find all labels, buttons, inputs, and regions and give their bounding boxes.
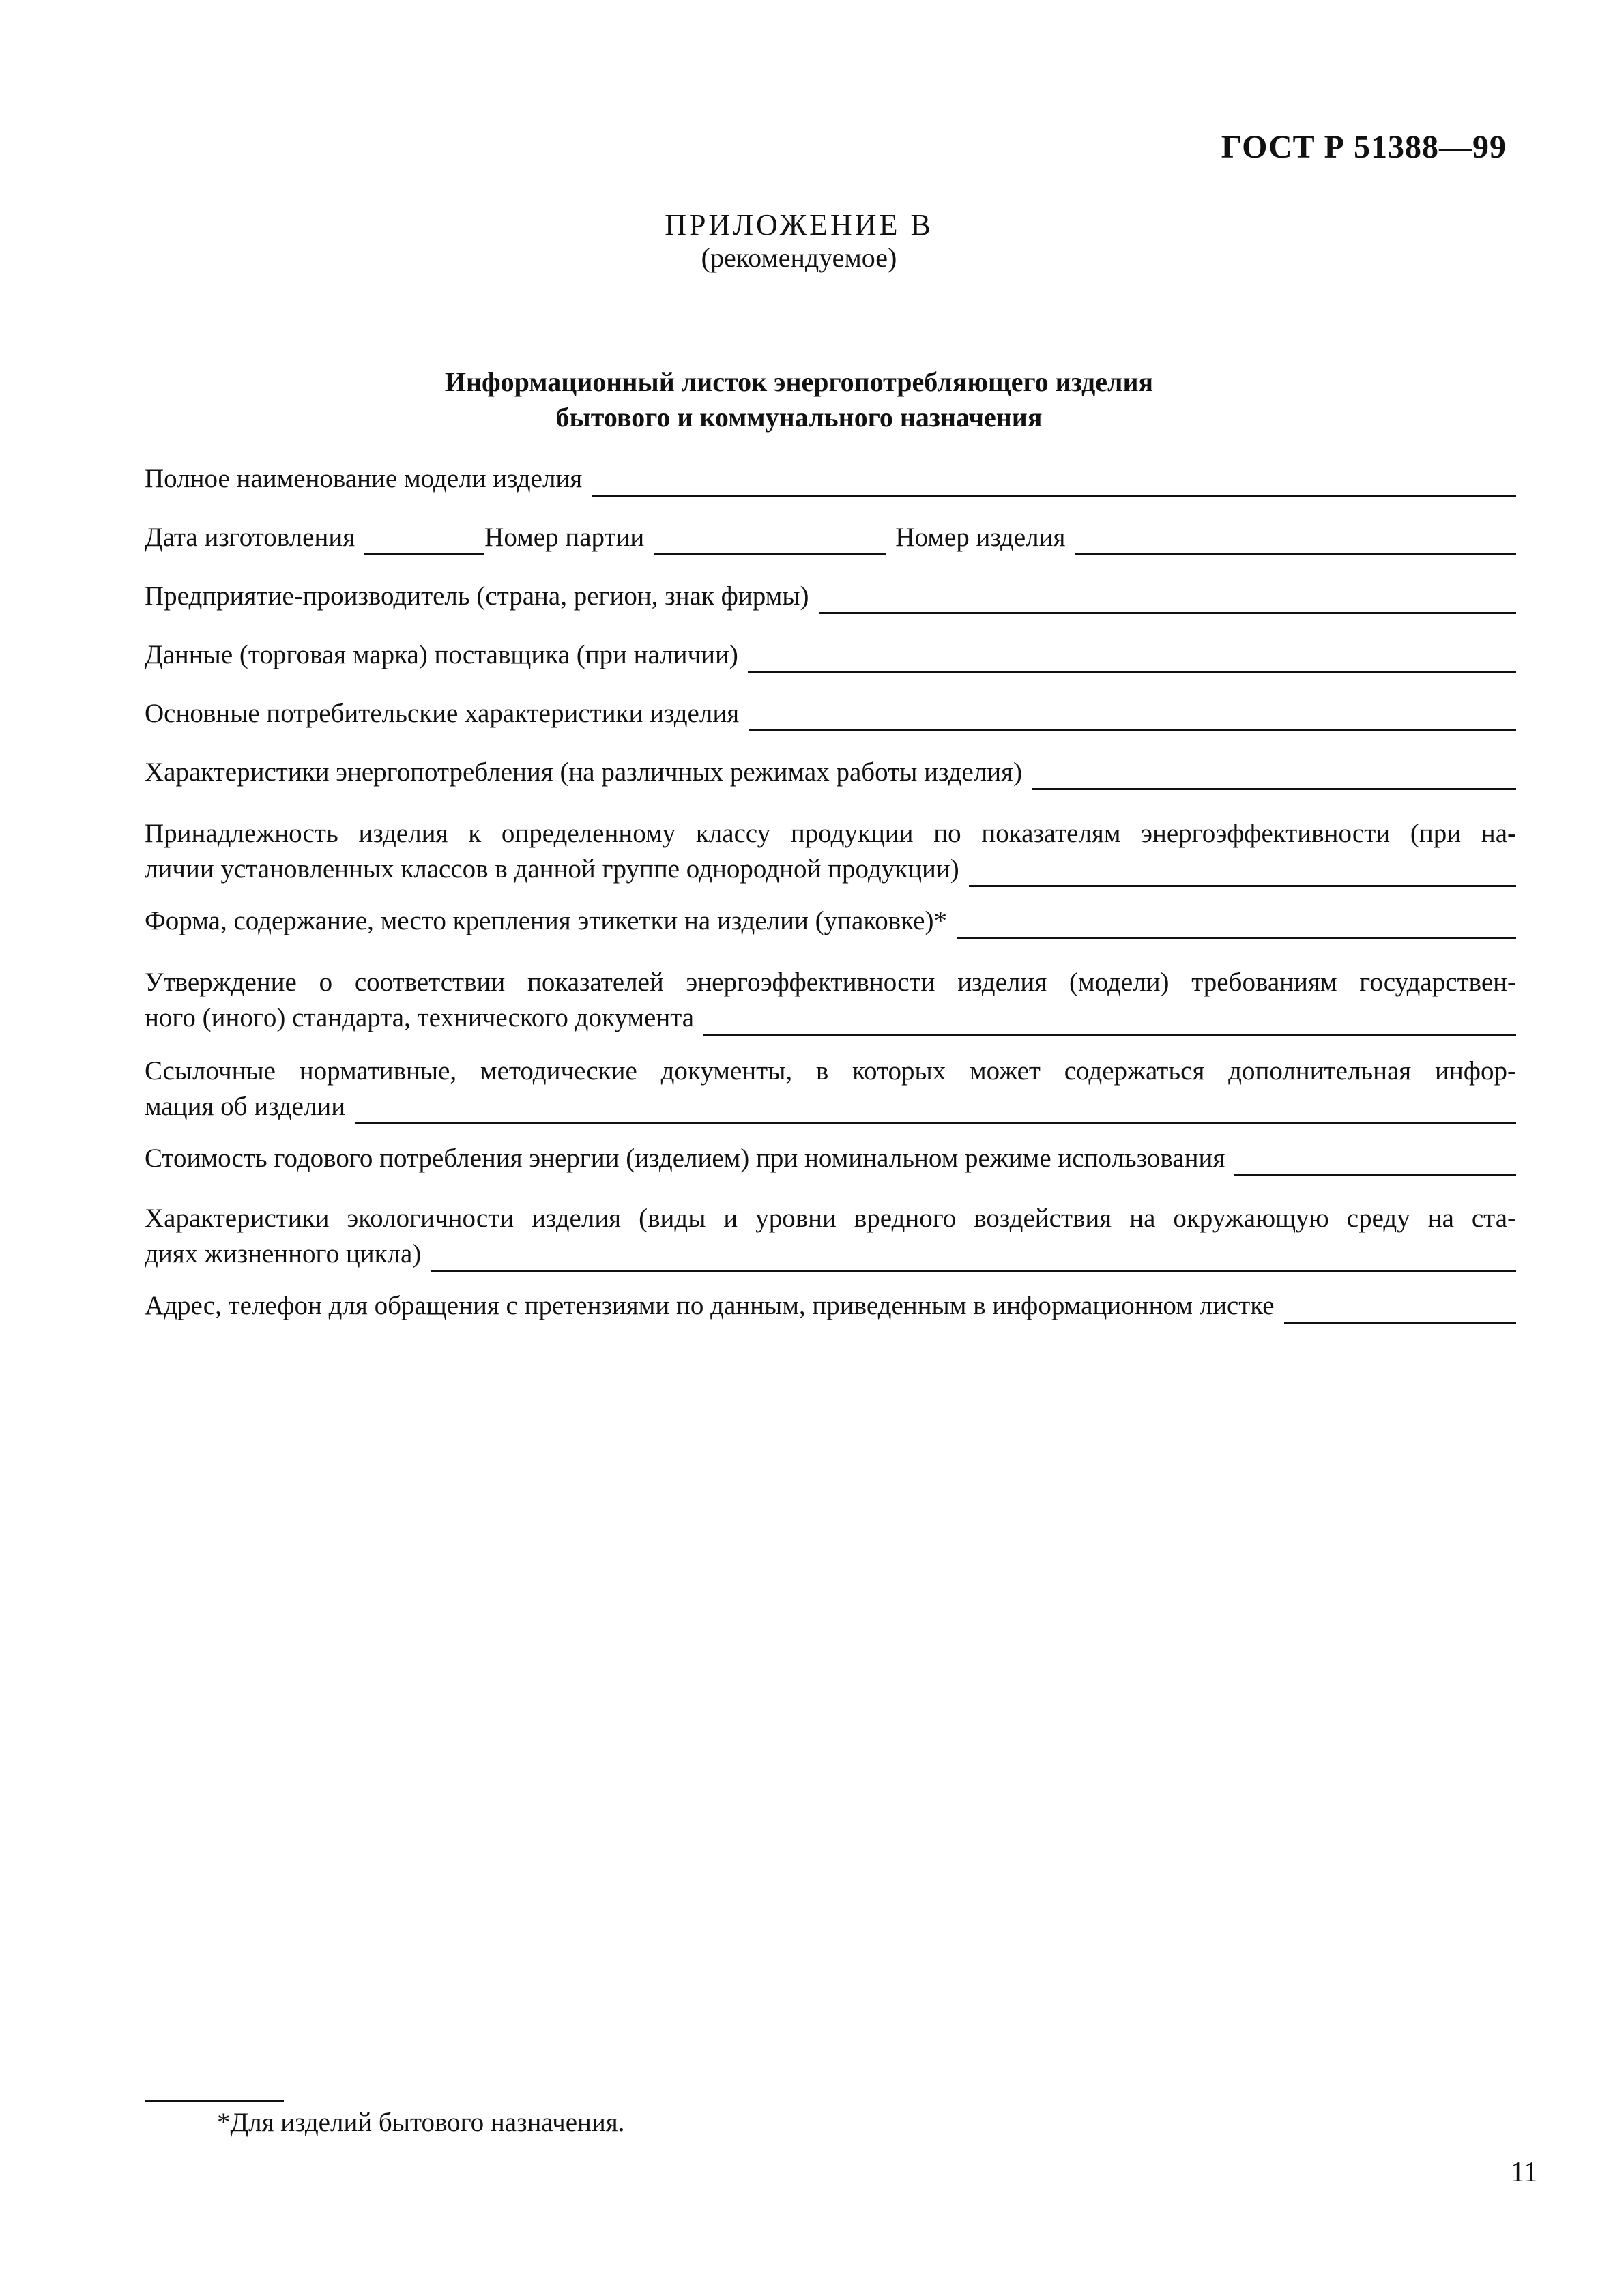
- field-references: [145, 1053, 1516, 1124]
- fill-in-blank[interactable]: [703, 1006, 1516, 1036]
- field-label: Характеристики энергопотребления (на различных режимах работы изделия): [145, 757, 1023, 787]
- footnote-divider: [145, 2100, 284, 2102]
- batch-number-blank[interactable]: [654, 526, 886, 555]
- field-label-line-1: Утверждение о соответствии показателей энергоэффективности изделия (модели) требованиям государствен-: [145, 968, 1516, 997]
- fill-in-blank[interactable]: [1032, 761, 1516, 790]
- field-label-line-2: мация об изделии: [145, 1092, 346, 1121]
- field-label-form: [145, 903, 1516, 939]
- field-model-name: [145, 461, 1516, 497]
- field-label: Предприятие-производитель (страна, регион, знак фирмы): [145, 581, 809, 611]
- fill-in-blank[interactable]: [431, 1243, 1516, 1272]
- field-annual-cost: [145, 1141, 1516, 1176]
- fill-in-blank[interactable]: [749, 702, 1516, 731]
- field-label: Основные потребительские характеристики изделия: [145, 699, 740, 728]
- field-manufacturer: [145, 579, 1516, 614]
- field-label-line-2: диях жизненного цикла): [145, 1239, 422, 1268]
- field-ecology: [145, 1201, 1516, 1272]
- fill-in-blank[interactable]: [819, 585, 1517, 614]
- field-energy-characteristics: [145, 755, 1516, 790]
- fill-in-blank[interactable]: [355, 1095, 1516, 1124]
- fill-in-blank[interactable]: [957, 910, 1516, 939]
- field-label: Адрес, телефон для обращения с претензиями по данным, приведенным в информационном листке: [145, 1291, 1275, 1320]
- field-label-line-1: Ссылочные нормативные, методические документы, в которых может содержаться дополнительная инфор-: [145, 1056, 1516, 1086]
- field-label: Форма, содержание, место крепления этикетки на изделии (упаковке)*: [145, 906, 947, 935]
- footnote: *Для изделий бытового назначения.: [217, 2108, 625, 2137]
- fill-in-blank[interactable]: [592, 467, 1516, 497]
- fill-in-blank[interactable]: [969, 858, 1516, 887]
- field-date-batch-item: [145, 520, 1516, 555]
- field-label-line-2: личии установленных классов в данной группе однородной продукции): [145, 854, 959, 884]
- field-label-manufacture-date: Дата изготовления: [145, 523, 355, 552]
- field-compliance: [145, 965, 1516, 1036]
- fill-in-blank[interactable]: [1234, 1147, 1516, 1176]
- standard-code: ГОСТ Р 51388—99: [1221, 129, 1507, 165]
- appendix-subtitle: (рекомендуемое): [701, 242, 897, 273]
- field-supplier: [145, 637, 1516, 673]
- page-number: 11: [1510, 2157, 1538, 2188]
- field-label-batch-number: Номер партии: [484, 523, 645, 552]
- field-label: Стоимость годового потребления энергии (изделием) при номинальном режиме использования: [145, 1144, 1225, 1173]
- field-label: Полное наименование модели изделия: [145, 464, 583, 493]
- field-main-characteristics: [145, 696, 1516, 731]
- fill-in-blank[interactable]: [1284, 1294, 1516, 1324]
- field-label-item-number: Номер изделия: [895, 523, 1066, 552]
- field-contact: [145, 1288, 1516, 1324]
- fill-in-blank[interactable]: [748, 643, 1516, 673]
- field-energy-class: [145, 816, 1516, 887]
- field-label-line-1: Характеристики экологичности изделия (виды и уровни вредного воздействия на окружающую среду на ста-: [145, 1204, 1516, 1233]
- item-number-blank[interactable]: [1075, 526, 1516, 555]
- document-title-line-2: бытового и коммунального назначения: [555, 402, 1043, 433]
- manufacture-date-blank[interactable]: [364, 526, 484, 555]
- document-title: [0, 364, 1598, 435]
- field-label-line-2: ного (иного) стандарта, технического документа: [145, 1003, 695, 1032]
- document-title-line-1: Информационный листок энергопотребляющего изделия: [444, 366, 1154, 397]
- field-label-line-1: Принадлежность изделия к определенному классу продукции по показателям энергоэффективности (при на-: [145, 819, 1516, 848]
- appendix-title: ПРИЛОЖЕНИЕ В: [665, 208, 933, 242]
- field-label: Данные (торговая марка) поставщика (при наличии): [145, 640, 738, 669]
